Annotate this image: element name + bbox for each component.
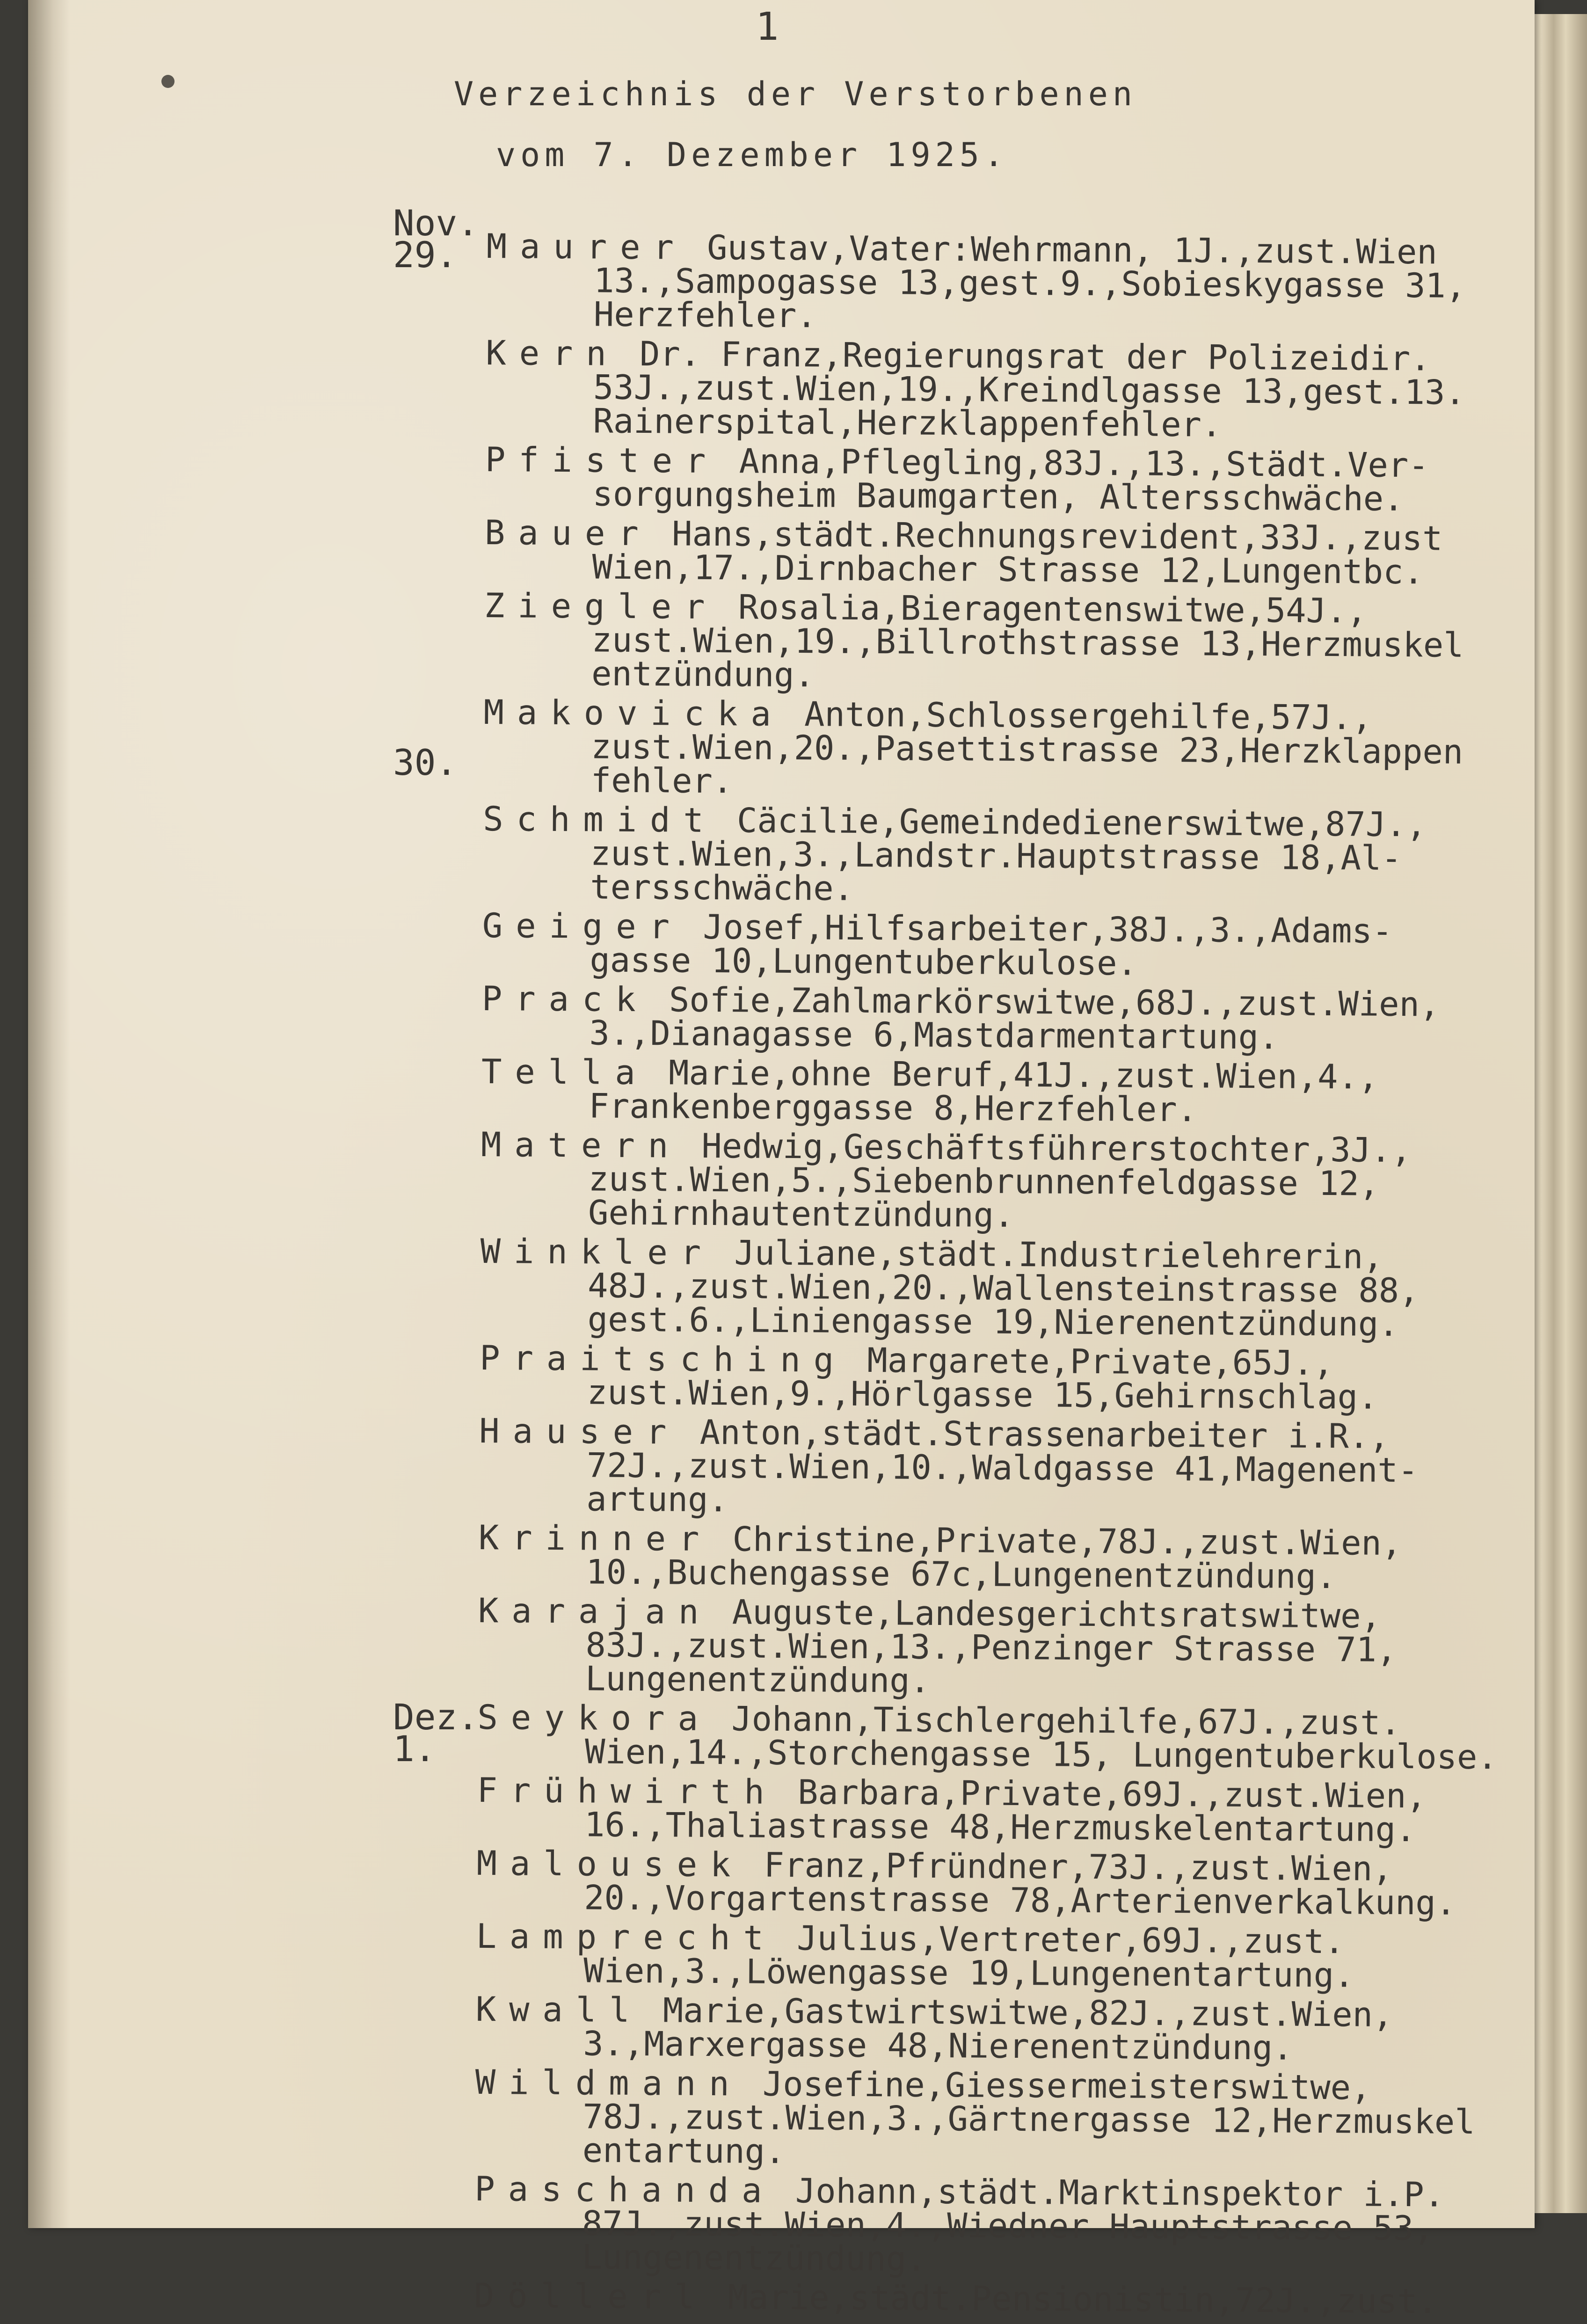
date-label-30: 30.	[393, 742, 458, 783]
entry-continuation-line	[477, 1805, 1483, 1850]
entry-text: zust.Wien,9.,Hörlgasse 15,Gehirnschlag.	[587, 1372, 1378, 1417]
surname: Kwall	[475, 1989, 643, 2030]
entry-text: Anna,Pflegling,83J.,13.,Städt.Ver-	[739, 441, 1429, 485]
entry-text: Anton,Schlossergehilfe,57J.,	[804, 694, 1373, 737]
entry-text: Johann,Tischlergehilfe,67J.,zust.	[731, 1699, 1401, 1742]
entry-text: zust.Wien,3.,Landstr.Hauptstrasse 18,Al-	[590, 833, 1402, 878]
entry-text: 72J.,zust.Wien,10.,Waldgasse 41,Magenent-	[586, 1445, 1419, 1490]
entry-text: Wien,17.,Dirnbacher Strasse 12,Lungentbc.	[592, 547, 1424, 592]
page-number: 1	[756, 5, 779, 49]
entry-text: Wien,14.,Storchengasse 15, Lungentuberkulose.	[584, 1732, 1498, 1777]
date-label-nov: Nov.	[393, 202, 479, 244]
entry-text: Wien,3.,Löwengasse 19,Lungenentartung.	[583, 1951, 1354, 1995]
entry-text: Johann,städt.Marktinspektor i.P.	[795, 2171, 1445, 2215]
entry-continuation-line	[478, 1554, 1484, 1594]
entry-continuation-line	[484, 547, 1490, 592]
entry	[475, 2062, 1481, 2172]
surname: Schmidt	[483, 799, 717, 840]
entry-text: sorgungsheim Baumgarten, Altersschwäche.	[592, 474, 1404, 518]
entry	[478, 1517, 1485, 1596]
entry-text: gasse 10,Lungentuberkulose.	[590, 940, 1138, 983]
entry	[480, 1231, 1486, 1344]
entry-text: 20.,Vorgartenstrasse 78,Arterienverkalkung.	[583, 1878, 1456, 1923]
surname: Matern	[480, 1124, 682, 1166]
entry	[474, 2169, 1480, 2279]
surname: Pfister	[485, 439, 719, 481]
entry-text: Marie,städt.Pensionistin,72J.,zust.	[728, 2277, 1438, 2321]
surname: Lamprecht	[476, 1916, 777, 1958]
entry-text: 16.,Thaliastrasse 48,Herzmuskelentartung.	[584, 1805, 1416, 1850]
entry-text: 13.,Sampogasse 13,gest.9.,Sobieskygasse 31,	[594, 261, 1466, 306]
entry	[483, 692, 1490, 802]
entry-continuation-line	[480, 1372, 1485, 1417]
entry	[485, 333, 1492, 444]
date-label-dez: Dez.	[393, 1696, 479, 1738]
entry-text: Rosalia,Bieragentenswitwe,54J.,	[738, 587, 1367, 631]
entry-continuation-line	[477, 1732, 1498, 1777]
entry-text: Josefine,Giessermeisterswitwe,	[762, 2064, 1371, 2107]
entry	[473, 2275, 1480, 2321]
surname: Karajan	[478, 1590, 712, 1632]
entry-text: Josef,Hilfsarbeiter,38J.,3.,Adams-	[703, 907, 1393, 951]
entry-first-line	[473, 2275, 1480, 2321]
document-page	[28, 0, 1535, 2321]
surname: Seykora	[477, 1697, 712, 1738]
surname: Tella	[481, 1051, 649, 1093]
punch-hole-icon	[161, 75, 175, 88]
entry-text: Christine,Private,78J.,zust.Wien,	[732, 1519, 1402, 1563]
entry-text: Gustav,Vater:Wehrmann, 1J.,zust.Wien	[706, 227, 1437, 272]
entry	[484, 585, 1490, 696]
document-date: vom 7. Dezember 1925.	[496, 136, 1009, 174]
entry-text: fehler.	[590, 760, 733, 801]
entry-text: Frankenberggasse 8,Herzfehler.	[589, 1086, 1198, 1129]
entry	[482, 799, 1489, 909]
surname: Döllerl	[473, 2275, 708, 2317]
binding-gutter	[28, 0, 70, 2228]
surname: Hauser	[479, 1411, 680, 1452]
entry-text: Franz,Pfründner,73J.,zust.Wien,	[764, 1845, 1393, 1888]
entry-continuation-line	[480, 1299, 1486, 1344]
entry-text: Auguste,Landesgerichtsratswitwe,	[732, 1592, 1382, 1636]
entry	[481, 1051, 1487, 1129]
entry-text: zust.Wien,5.,Siebenbrunnenfeldgasse 12,	[588, 1159, 1380, 1203]
entry	[476, 1916, 1482, 1995]
entry	[482, 905, 1488, 983]
surname: Bauer	[484, 512, 652, 554]
entry-list	[473, 226, 1498, 2324]
entry-text: Barbara,Private,69J.,zust.Wien,	[797, 1772, 1427, 1816]
surname: Wildmann	[475, 2062, 743, 2104]
surname: Malousek	[476, 1843, 744, 1885]
entry-text: 3.,Marxergasse 48,Nierenentzündung.	[583, 2024, 1293, 2068]
entry-text: Gehirnhautentzündung.	[588, 1193, 1014, 1235]
entry-text: Margarete,Private,65J.,	[867, 1340, 1334, 1383]
entry	[477, 1770, 1483, 1850]
date-label-29: 29.	[393, 234, 458, 276]
entry	[476, 1843, 1483, 1923]
entry	[478, 1590, 1484, 1701]
entry-text: 3.,Dianagasse 6,Mastdarmentartung.	[589, 1013, 1279, 1057]
entry-continuation-line	[485, 476, 1491, 516]
surname: Paschanda	[474, 2169, 775, 2210]
entry-text: 48J.,zust.Wien,20.,Wallensteinstrasse 88,	[587, 1266, 1420, 1311]
entry	[480, 1124, 1487, 1235]
surname: Kern	[486, 333, 620, 373]
entry-text: tersschwäche.	[590, 867, 854, 908]
entry-text: Lungenentzündung.	[582, 2237, 927, 2279]
entry-text: Cäcilie,Gemeindedienerswitwe,87J.,	[736, 801, 1427, 845]
entry	[479, 1411, 1485, 1521]
surname: Geiger	[482, 905, 683, 947]
entry	[481, 978, 1488, 1057]
entry-text: Hans,städt.Rechnungsrevident,33J.,zust	[671, 514, 1443, 558]
entry-text: 53J.,zust.Wien,19.,Kreindlgasse 13,gest.13.	[593, 367, 1466, 412]
entry-continuation-line	[476, 1953, 1482, 1993]
entry-text: 10.,Buchengasse 67c,Lungenentzündung.	[586, 1552, 1337, 1596]
entry-text: Anton,städt.Strassenarbeiter i.R.,	[699, 1412, 1390, 1456]
entry-continuation-line	[476, 1878, 1482, 1923]
surname: Krinner	[478, 1517, 713, 1559]
entry-text: Lungenentzündung.	[585, 1659, 931, 1700]
entry-text: 87J.,zust.Wien,4.,Wiedner Hauptstrasse 53,	[582, 2203, 1434, 2248]
surname: Prack	[481, 978, 649, 1020]
surname: Ziegler	[484, 585, 718, 627]
entry-text: Julius,Vertreter,69J.,zust.	[796, 1918, 1345, 1961]
entry-text: entartung.	[582, 2130, 786, 2171]
entry	[477, 1697, 1498, 1777]
document-title: Verzeichnis der Verstorbenen	[454, 75, 1137, 113]
surname: Makovicka	[483, 692, 785, 734]
entry	[485, 439, 1491, 518]
entry	[480, 1338, 1486, 1417]
entry-text: 78J.,zust.Wien,3.,Gärtnergasse 12,Herzmuskel	[582, 2097, 1475, 2142]
surname: Winkler	[480, 1231, 714, 1273]
entry-text: Marie,ohne Beruf,41J.,zust.Wien,4.,	[668, 1053, 1379, 1097]
surname: Maurer	[486, 226, 687, 267]
entry-text: Sofie,Zahlmarkörswitwe,68J.,zust.Wien,	[669, 980, 1440, 1024]
entry-text: Rainerspital,Herzklappenfehler.	[593, 401, 1222, 444]
entry-text: artung.	[586, 1479, 729, 1520]
entry-text: Herzfehler.	[593, 294, 817, 335]
entry	[486, 226, 1492, 336]
entry-text: zust.Wien,19.,Billrothstrasse 13,Herzmuskel	[591, 620, 1464, 665]
entry-text: entzündung.	[591, 654, 815, 695]
entry	[484, 512, 1491, 592]
entry-text: gest.6.,Liniengasse 19,Nierenentzündung.	[587, 1299, 1399, 1344]
entry-text: zust.Wien,20.,Pasettistrasse 23,Herzklappen	[590, 727, 1463, 772]
entry-text: Juliane,städt.Industrielehrerin,	[734, 1233, 1383, 1276]
surname: Frühwirth	[477, 1770, 778, 1812]
surname: Praitsching	[480, 1338, 847, 1380]
page-stack-edge	[1526, 14, 1587, 2213]
entry-text: Hedwig,Geschäftsführerstochter,3J.,	[701, 1126, 1412, 1170]
entry-text: Marie,Gastwirtswitwe,82J.,zust.Wien,	[662, 1990, 1393, 2034]
entry-text: Dr. Franz,Regierungsrat der Polizeidir.	[639, 334, 1431, 379]
date-label-1: 1.	[393, 1728, 436, 1770]
entry	[475, 1989, 1482, 2068]
entry-text: 83J.,zust.Wien,13.,Penzinger Strasse 71,	[585, 1625, 1397, 1669]
